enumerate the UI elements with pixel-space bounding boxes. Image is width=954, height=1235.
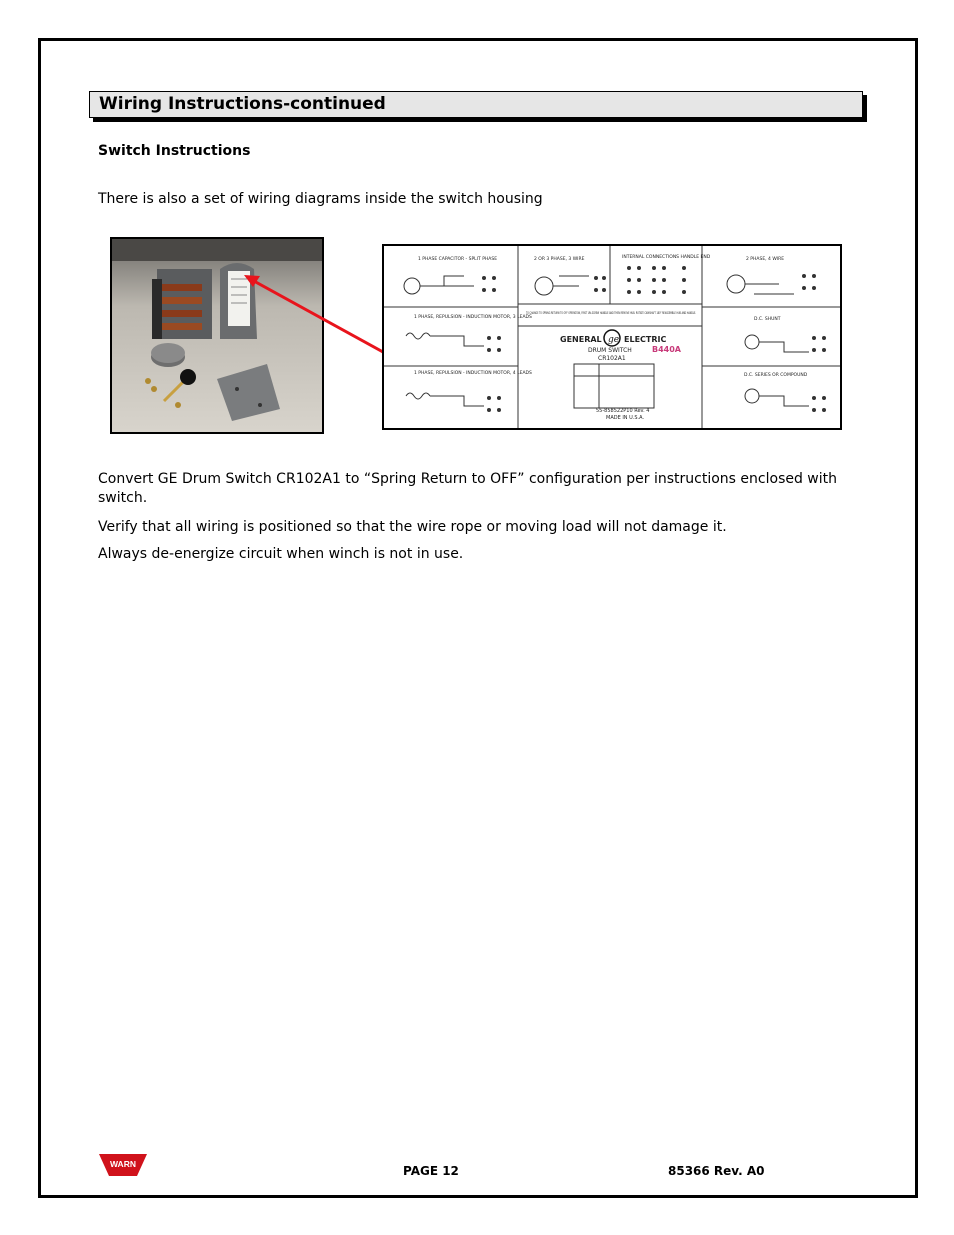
diagram-cell-d: 2 PHASE, 4 WIRE	[746, 257, 785, 262]
diagram-cell-c: INTERNAL CONNECTIONS HANDLE END	[622, 255, 711, 260]
diagram-cell-b: 2 OR 3 PHASE, 3 WIRE	[534, 257, 585, 262]
diagram-cell-f: D.C. SHUNT	[754, 317, 781, 322]
product-name: DRUM SWITCH	[588, 347, 632, 354]
ge-brand-right: ELECTRIC	[624, 335, 667, 344]
diagram-cell-a: 1 PHASE CAPACITOR - SPLIT PHASE	[418, 257, 498, 262]
diagram-cell-h: D.C. SERIES OR COMPOUND	[744, 373, 808, 378]
stamp-number: B440A	[652, 345, 681, 354]
document-revision: 85366 Rev. A0	[668, 1164, 765, 1178]
diagram-cell-e: 1 PHASE, REPULSION - INDUCTION MOTOR, 3 LEADS	[414, 315, 532, 320]
product-model: CR102A1	[598, 355, 626, 362]
paragraph-1: Convert GE Drum Switch CR102A1 to “Spring Return to OFF” configuration per instructions enclosed with switch.	[98, 471, 838, 506]
made-in: MADE IN U.S.A.	[606, 415, 645, 421]
section-title: Wiring Instructions-continued	[99, 94, 386, 114]
warn-logo-icon	[97, 1152, 149, 1178]
page-border	[38, 38, 918, 1198]
diagram-note: TO CHANGE TO SPRING RETURN TO OFF OPERATION, FIRST UN-SCREW HANDLE AND THEN REMOVE HUB. ROTATE CAMSHAFT 180° REASSEMBLE HUB AND HANDLE.	[525, 311, 696, 315]
pointer-arrow	[240, 270, 390, 360]
paragraph-2: Verify that all wiring is positioned so that the wire rope or moving load will not damage it.	[98, 519, 727, 535]
intro-text: There is also a set of wiring diagrams inside the switch housing	[98, 191, 543, 207]
warn-logo-text: WARN	[110, 1159, 136, 1169]
ge-brand-left: GENERAL	[560, 335, 602, 344]
wiring-diagram-label	[382, 244, 842, 430]
diagram-cell-g: 1 PHASE, REPULSION - INDUCTION MOTOR, 4 LEADS	[414, 371, 532, 376]
paragraph-3: Always de-energize circuit when winch is not in use.	[98, 546, 464, 562]
section-header	[89, 91, 863, 118]
part-number: 55-858522P10 Rev. 4	[596, 408, 650, 414]
page-number: PAGE 12	[403, 1164, 459, 1178]
wiring-diagram-graphic	[384, 246, 840, 428]
subheading: Switch Instructions	[98, 143, 251, 159]
svg-text:ge: ge	[608, 335, 620, 345]
